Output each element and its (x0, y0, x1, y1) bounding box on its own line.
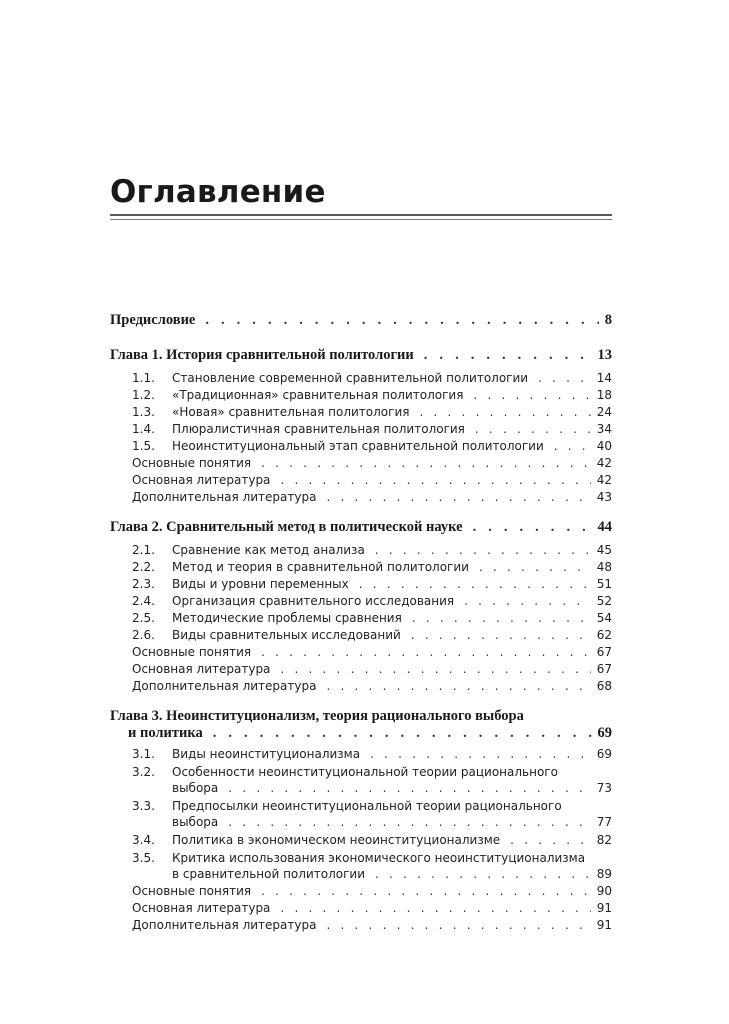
toc-section-number: 3.1. (132, 747, 155, 761)
toc-label: Политика в экономическом неоинституционализме (172, 833, 501, 847)
toc-page-number: 48 (596, 560, 612, 574)
toc-page-number: 8 (604, 312, 612, 328)
toc-page-number: 69 (597, 725, 612, 741)
toc-entry-1-3[interactable] (110, 404, 612, 420)
toc-entry-3-extra-literature[interactable] (110, 917, 612, 933)
toc-label: Особенности неоинституциональной теории рационального (172, 765, 558, 779)
toc-leader (280, 661, 590, 677)
toc-entry-1-4[interactable] (110, 421, 612, 437)
toc-leader (538, 370, 591, 386)
toc-entry-2-extra-literature[interactable] (110, 678, 612, 694)
toc-leader (228, 814, 590, 830)
toc-page-number: 89 (596, 867, 612, 881)
toc-leader (261, 883, 591, 899)
toc-label: Организация сравнительного исследования (172, 594, 455, 608)
toc-label: выбора (172, 781, 219, 795)
toc-entry-2-6[interactable] (110, 627, 612, 643)
toc-leader (424, 346, 592, 364)
toc-label: Плюралистичная сравнительная политология (172, 422, 465, 436)
toc-page-number: 67 (596, 645, 612, 659)
toc-label: Дополнительная литература (132, 679, 317, 693)
toc-label: Основные понятия (132, 456, 252, 470)
toc-section-number: 2.5. (132, 611, 155, 625)
toc-leader (370, 746, 591, 762)
page-title: Оглавление (110, 174, 326, 210)
toc-leader (479, 559, 591, 575)
toc-entry-1-5[interactable] (110, 438, 612, 454)
toc-page-number: 43 (596, 490, 612, 504)
toc-entry-chapter-3-line1[interactable] (110, 707, 612, 725)
toc-section-number: 2.4. (132, 594, 155, 608)
toc-entry-3-5-line1[interactable] (110, 850, 612, 866)
toc-leader (261, 644, 591, 660)
toc-leader (205, 311, 598, 329)
toc-entry-chapter-2[interactable] (110, 518, 612, 536)
toc-leader (326, 917, 590, 933)
toc-entry-3-basic-concepts[interactable] (110, 883, 612, 899)
toc-leader (326, 489, 590, 505)
toc-page-number: 91 (596, 901, 612, 915)
toc-entry-2-5[interactable] (110, 610, 612, 626)
toc-label: Основная литература (132, 662, 271, 676)
toc-leader (464, 593, 591, 609)
toc-leader (261, 455, 591, 471)
toc-label: Основная литература (132, 901, 271, 915)
toc-label: Основные понятия (132, 645, 252, 659)
toc-entry-1-main-literature[interactable] (110, 472, 612, 488)
toc-section-number: 3.4. (132, 833, 155, 847)
toc-entry-3-2-line2[interactable] (110, 780, 612, 796)
toc-label: Критика использования экономического неоинституционализма (172, 851, 586, 865)
toc-page-number: 91 (596, 918, 612, 932)
toc-entry-2-3[interactable] (110, 576, 612, 592)
toc-label: выбора (172, 815, 219, 829)
toc-label: в сравнительной политологии (172, 867, 365, 881)
toc-label: Виды и уровни переменных (172, 577, 349, 591)
toc-label: Неоинституциональный этап сравнительной политологии (172, 439, 544, 453)
toc-page-number: 40 (596, 439, 612, 453)
toc-leader (554, 438, 591, 454)
toc-leader (280, 900, 590, 916)
toc-section-number: 2.2. (132, 560, 155, 574)
toc-section-number: 3.5. (132, 851, 155, 865)
toc-label: Предпосылки неоинституциональной теории рационального (172, 799, 562, 813)
toc-leader (213, 724, 592, 742)
toc-entry-3-3-line1[interactable] (110, 798, 612, 814)
toc-leader (411, 627, 591, 643)
toc-label: Глава 3. Неоинституционализм, теория рационального выбора (110, 708, 524, 724)
toc-leader (375, 542, 591, 558)
toc-section-number: 3.2. (132, 765, 155, 779)
toc-entry-3-3-line2[interactable] (110, 814, 612, 830)
toc-page-number: 24 (596, 405, 612, 419)
toc-section-number: 1.2. (132, 388, 155, 402)
toc-page-number: 18 (596, 388, 612, 402)
toc-page-number: 67 (596, 662, 612, 676)
toc-leader (475, 421, 591, 437)
toc-entry-2-1[interactable] (110, 542, 612, 558)
toc-entry-1-2[interactable] (110, 387, 612, 403)
toc-leader (359, 576, 591, 592)
toc-section-number: 1.5. (132, 439, 155, 453)
toc-page-number: 54 (596, 611, 612, 625)
toc-label: Становление современной сравнительной политологии (172, 371, 529, 385)
toc-page-number: 77 (596, 815, 612, 829)
toc-label: Метод и теория в сравнительной политологии (172, 560, 469, 574)
toc-entry-1-basic-concepts[interactable] (110, 455, 612, 471)
toc-label: «Традиционная» сравнительная политология (172, 388, 464, 402)
toc-section-number: 3.3. (132, 799, 155, 813)
toc-leader (419, 404, 590, 420)
toc-label: «Новая» сравнительная политология (172, 405, 410, 419)
toc-label: Виды неоинституционализма (172, 747, 361, 761)
toc-label: Глава 1. История сравнительной политологии (110, 347, 414, 363)
toc-section-number: 2.3. (132, 577, 155, 591)
toc-page-number: 73 (596, 781, 612, 795)
toc-section-number: 1.1. (132, 371, 155, 385)
toc-page-number: 69 (596, 747, 612, 761)
toc-label: Дополнительная литература (132, 918, 317, 932)
toc-label: и политика (128, 725, 203, 741)
toc-leader (228, 780, 590, 796)
toc-section-number: 2.6. (132, 628, 155, 642)
toc-entry-3-main-literature[interactable] (110, 900, 612, 916)
toc-page-number: 13 (597, 347, 612, 363)
toc-label: Глава 2. Сравнительный метод в политической науке (110, 519, 463, 535)
toc-section-number: 2.1. (132, 543, 155, 557)
toc-page-number: 62 (596, 628, 612, 642)
toc-entry-1-1[interactable] (110, 370, 612, 386)
toc-entry-chapter-3-line2[interactable] (128, 724, 612, 742)
toc-label: Методические проблемы сравнения (172, 611, 402, 625)
toc-leader (280, 472, 590, 488)
toc-leader (510, 832, 591, 848)
toc-page-number: 14 (596, 371, 612, 385)
toc-leader (412, 610, 591, 626)
toc-entry-chapter-1[interactable] (110, 346, 612, 364)
toc-entry-preface[interactable] (110, 311, 612, 329)
toc-page-number: 45 (596, 543, 612, 557)
table-of-contents (110, 0, 612, 1024)
toc-leader (326, 678, 590, 694)
toc-entry-3-1[interactable] (110, 746, 612, 762)
toc-page-number: 42 (596, 456, 612, 470)
toc-page-number: 68 (596, 679, 612, 693)
toc-label: Виды сравнительных исследований (172, 628, 401, 642)
toc-page-number: 44 (597, 519, 612, 535)
toc-section-number: 1.3. (132, 405, 155, 419)
toc-label: Предисловие (110, 312, 196, 328)
toc-page-number: 82 (596, 833, 612, 847)
toc-entry-2-main-literature[interactable] (110, 661, 612, 677)
toc-page-number: 51 (596, 577, 612, 591)
toc-label: Основная литература (132, 473, 271, 487)
toc-entry-2-2[interactable] (110, 559, 612, 575)
toc-leader (375, 866, 591, 882)
toc-entry-3-4[interactable] (110, 832, 612, 848)
toc-page-number: 42 (596, 473, 612, 487)
toc-label: Дополнительная литература (132, 490, 317, 504)
toc-entry-2-4[interactable] (110, 593, 612, 609)
toc-section-number: 1.4. (132, 422, 155, 436)
toc-entry-3-5-line2[interactable] (110, 866, 612, 882)
toc-entry-2-basic-concepts[interactable] (110, 644, 612, 660)
toc-label: Сравнение как метод анализа (172, 543, 365, 557)
toc-page-number: 90 (596, 884, 612, 898)
toc-label: Основные понятия (132, 884, 252, 898)
toc-entry-3-2-line1[interactable] (110, 764, 612, 780)
toc-leader (473, 518, 592, 536)
toc-entry-1-extra-literature[interactable] (110, 489, 612, 505)
toc-page-number: 52 (596, 594, 612, 608)
toc-leader (473, 387, 590, 403)
toc-page-number: 34 (596, 422, 612, 436)
